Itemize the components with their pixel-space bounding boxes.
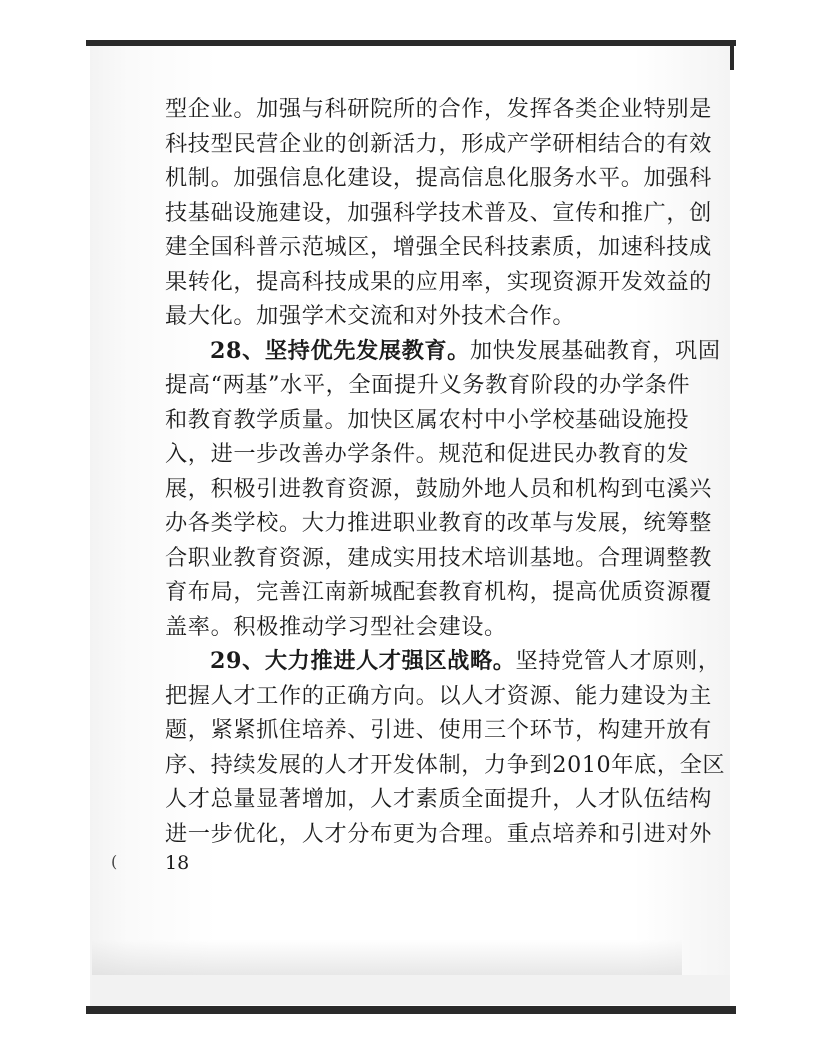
- body-line: 序、持续发展的人才开发体制，力争到2010年底，全区: [165, 751, 726, 778]
- body-line: 办各类学校。大力推进职业教育的改革与发展，统筹整: [165, 510, 712, 536]
- body-line: 建全国科普示范城区，增强全民科技素质，加速科技成: [165, 234, 712, 260]
- section-29-first-line: [165, 644, 721, 679]
- document-body: [165, 92, 726, 851]
- body-line: 入，进一步改善办学条件。规范和促进民办教育的发: [165, 441, 690, 467]
- scan-bottom-edge: [86, 1006, 736, 1014]
- section-29-heading: 29、大力推进人才强区战略。: [210, 648, 516, 674]
- body-line: 合职业教育资源，建成实用技术培训基地。合理调整教: [165, 544, 712, 571]
- margin-mark: (: [111, 852, 118, 871]
- page-number: 18: [165, 852, 190, 874]
- body-line: 技基础设施建设，加强科学技术普及、宣传和推广，创: [165, 199, 712, 226]
- body-line: 育布局，完善江南新城配套教育机构，提高优质资源覆: [165, 579, 712, 605]
- body-line: 展，积极引进教育资源，鼓励外地人员和机构到屯溪兴: [165, 475, 712, 502]
- body-line: 和教育教学质量。加快区属农村中小学校基础设施投: [165, 406, 690, 433]
- body-line: 科技型民营企业的创新活力，形成产学研相结合的有效: [165, 130, 712, 157]
- body-line: 把握人才工作的正确方向。以人才资源、能力建设为主: [165, 682, 712, 709]
- page-fold-shadow: [92, 940, 682, 976]
- body-line: 提高“两基”水平，全面提升义务教育阶段的办学条件: [165, 372, 691, 398]
- page-bottom-strip: [92, 975, 730, 1005]
- body-line: 题，紧紧抓住培养、引进、使用三个环节，构建开放有: [165, 717, 712, 743]
- body-line: 人才总量显著增加，人才素质全面提升，人才队伍结构: [165, 786, 712, 812]
- body-line: 型企业。加强与科研院所的合作，发挥各类企业特别是: [165, 96, 712, 122]
- section-28-heading: 28、坚持优先发展教育。: [210, 337, 470, 364]
- section-28-first-line: [165, 334, 721, 369]
- section-29-first-line-text: 坚持党管人才原则，: [515, 648, 721, 674]
- body-line: 进一步优化，人才分布更为合理。重点培养和引进对外: [165, 820, 712, 847]
- section-28-first-line-text: 加快发展基础教育，巩固: [469, 337, 721, 364]
- body-line: 机制。加强信息化建设，提高信息化服务水平。加强科: [165, 165, 712, 191]
- body-line: 盖率。积极推动学习型社会建设。: [165, 613, 507, 640]
- body-line: 最大化。加强学术交流和对外技术合作。: [165, 303, 576, 329]
- body-line: 果转化，提高科技成果的应用率，实现资源开发效益的: [165, 268, 712, 295]
